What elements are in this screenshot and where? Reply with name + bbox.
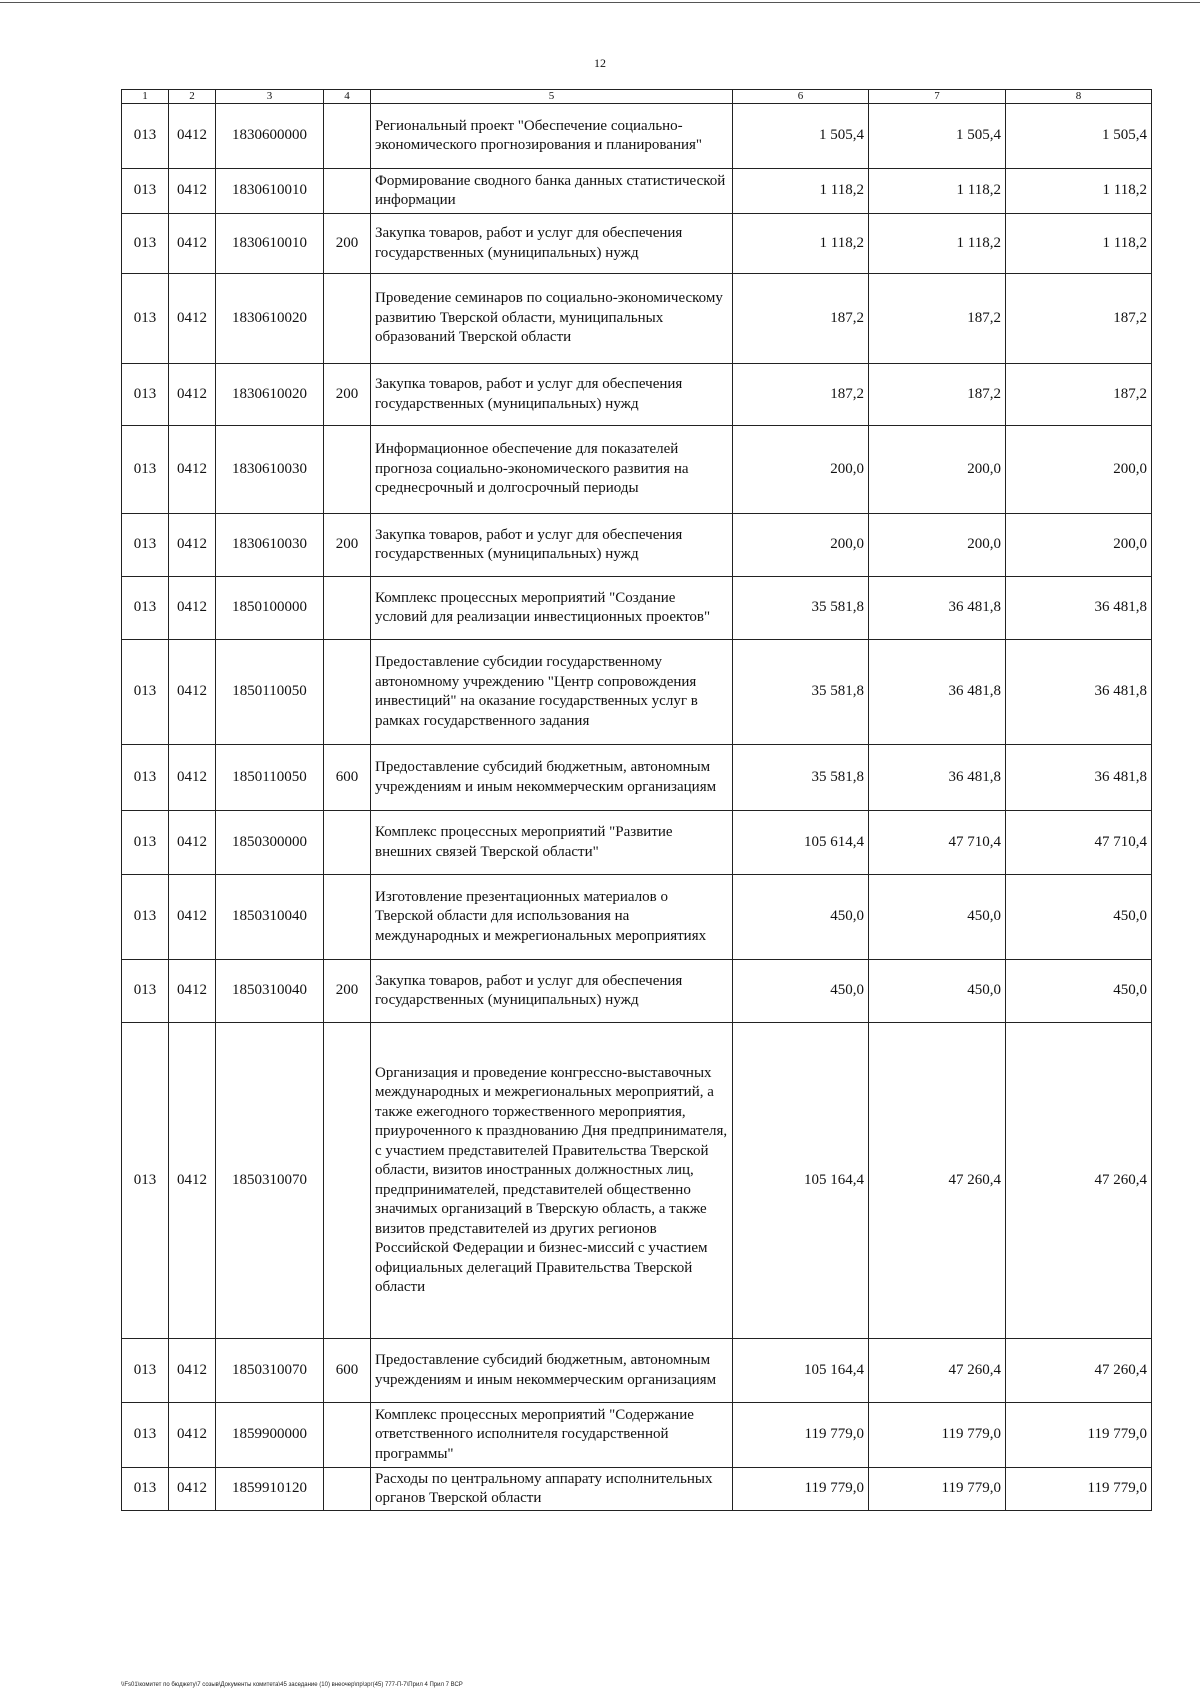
table-row [122,274,1152,364]
cell-description: Расходы по центральному аппарату исполнительных органов Тверской области [371,1468,733,1511]
cell-target-article: 1830610010 [216,169,324,214]
cell-amount-7: 47 710,4 [869,811,1006,875]
cell-section: 0412 [169,1403,216,1468]
cell-description: Комплекс процессных мероприятий "Создание условий для реализации инвестиционных проектов" [371,577,733,640]
cell-amount-6: 119 779,0 [733,1468,869,1511]
cell-amount-6: 187,2 [733,274,869,364]
cell-target-article: 1830610020 [216,274,324,364]
cell-description: Информационное обеспечение для показателей прогноза социально-экономического развития на среднесрочный и долгосрочный периоды [371,426,733,514]
cell-section: 0412 [169,364,216,426]
cell-description: Закупка товаров, работ и услуг для обеспечения государственных (муниципальных) нужд [371,364,733,426]
col-header-3: 3 [216,90,324,104]
cell-amount-8: 1 118,2 [1006,169,1152,214]
cell-amount-8: 119 779,0 [1006,1403,1152,1468]
cell-amount-8: 200,0 [1006,426,1152,514]
table-row [122,514,1152,577]
cell-section: 0412 [169,514,216,577]
cell-target-article: 1850310070 [216,1023,324,1339]
table-row [122,875,1152,960]
cell-section: 0412 [169,169,216,214]
cell-ministry: 013 [122,1403,169,1468]
cell-amount-7: 119 779,0 [869,1403,1006,1468]
cell-expense-type: 200 [324,960,371,1023]
col-header-2: 2 [169,90,216,104]
cell-amount-6: 200,0 [733,514,869,577]
cell-amount-6: 119 779,0 [733,1403,869,1468]
table-row [122,1468,1152,1511]
col-header-1: 1 [122,90,169,104]
cell-section: 0412 [169,1339,216,1403]
cell-ministry: 013 [122,104,169,169]
cell-expense-type [324,426,371,514]
cell-amount-6: 450,0 [733,960,869,1023]
cell-target-article: 1850310040 [216,875,324,960]
cell-amount-8: 187,2 [1006,274,1152,364]
cell-section: 0412 [169,640,216,745]
cell-target-article: 1850310040 [216,960,324,1023]
cell-amount-7: 450,0 [869,960,1006,1023]
cell-ministry: 013 [122,1339,169,1403]
footer-file-path: \\Fs01\комитет по бюджету\7 созыв\Документы комитета\45 заседание (10) внеочер\пр\зрг(45) 777-П-7\Прил 4 Прил 7 ВСР [121,1682,463,1688]
cell-expense-type: 600 [324,745,371,811]
table-row [122,745,1152,811]
cell-section: 0412 [169,745,216,811]
cell-section: 0412 [169,577,216,640]
cell-target-article: 1830600000 [216,104,324,169]
cell-ministry: 013 [122,1468,169,1511]
cell-amount-7: 36 481,8 [869,577,1006,640]
col-header-7: 7 [869,90,1006,104]
cell-amount-7: 36 481,8 [869,745,1006,811]
cell-description: Комплекс процессных мероприятий "Содержание ответственного исполнителя государственной программы" [371,1403,733,1468]
cell-ministry: 013 [122,214,169,274]
cell-expense-type [324,640,371,745]
table-row [122,960,1152,1023]
cell-amount-8: 1 118,2 [1006,214,1152,274]
cell-amount-8: 36 481,8 [1006,640,1152,745]
cell-description: Закупка товаров, работ и услуг для обеспечения государственных (муниципальных) нужд [371,960,733,1023]
cell-expense-type [324,1403,371,1468]
cell-ministry: 013 [122,426,169,514]
cell-target-article: 1850100000 [216,577,324,640]
header-row [122,90,1152,104]
table-row [122,104,1152,169]
cell-ministry: 013 [122,960,169,1023]
cell-amount-6: 35 581,8 [733,745,869,811]
col-header-6: 6 [733,90,869,104]
cell-expense-type [324,169,371,214]
cell-amount-6: 105 614,4 [733,811,869,875]
cell-amount-8: 47 260,4 [1006,1339,1152,1403]
cell-amount-7: 119 779,0 [869,1468,1006,1511]
cell-description: Комплекс процессных мероприятий "Развитие внешних связей Тверской области" [371,811,733,875]
cell-expense-type [324,104,371,169]
cell-ministry: 013 [122,169,169,214]
cell-ministry: 013 [122,811,169,875]
cell-expense-type: 200 [324,364,371,426]
cell-section: 0412 [169,811,216,875]
table-row [122,811,1152,875]
cell-target-article: 1859910120 [216,1468,324,1511]
cell-amount-6: 1 118,2 [733,214,869,274]
cell-amount-6: 450,0 [733,875,869,960]
page-number: 12 [594,56,606,70]
cell-amount-7: 450,0 [869,875,1006,960]
cell-amount-8: 36 481,8 [1006,577,1152,640]
table-row [122,214,1152,274]
cell-amount-8: 1 505,4 [1006,104,1152,169]
col-header-5: 5 [371,90,733,104]
cell-amount-7: 47 260,4 [869,1023,1006,1339]
cell-target-article: 1830610020 [216,364,324,426]
cell-target-article: 1850310070 [216,1339,324,1403]
cell-target-article: 1830610030 [216,426,324,514]
cell-amount-7: 1 118,2 [869,169,1006,214]
table-row [122,1023,1152,1339]
cell-ministry: 013 [122,364,169,426]
cell-amount-7: 1 505,4 [869,104,1006,169]
cell-expense-type: 600 [324,1339,371,1403]
cell-description: Формирование сводного банка данных статистической информации [371,169,733,214]
cell-description: Предоставление субсидии государственному автономному учреждению "Центр сопровождения инвестиций" на оказание государственных услуг в рамках государственного задания [371,640,733,745]
cell-amount-7: 200,0 [869,426,1006,514]
cell-amount-8: 450,0 [1006,875,1152,960]
cell-section: 0412 [169,1023,216,1339]
cell-ministry: 013 [122,1023,169,1339]
cell-ministry: 013 [122,514,169,577]
cell-amount-8: 47 260,4 [1006,1023,1152,1339]
cell-ministry: 013 [122,577,169,640]
cell-ministry: 013 [122,640,169,745]
cell-ministry: 013 [122,745,169,811]
cell-expense-type [324,811,371,875]
cell-description: Закупка товаров, работ и услуг для обеспечения государственных (муниципальных) нужд [371,514,733,577]
cell-section: 0412 [169,426,216,514]
cell-section: 0412 [169,1468,216,1511]
cell-amount-6: 105 164,4 [733,1023,869,1339]
table-row [122,1339,1152,1403]
top-edge-line [0,2,1200,3]
cell-amount-6: 1 118,2 [733,169,869,214]
cell-description: Предоставление субсидий бюджетным, автономным учреждениям и иным некоммерческим организациям [371,745,733,811]
cell-amount-8: 187,2 [1006,364,1152,426]
cell-target-article: 1850300000 [216,811,324,875]
cell-amount-7: 187,2 [869,274,1006,364]
cell-target-article: 1850110050 [216,745,324,811]
cell-description: Изготовление презентационных материалов о Тверской области для использования на международных и межрегиональных мероприятиях [371,875,733,960]
cell-amount-8: 47 710,4 [1006,811,1152,875]
cell-expense-type [324,1468,371,1511]
cell-target-article: 1850110050 [216,640,324,745]
cell-expense-type: 200 [324,214,371,274]
cell-amount-6: 187,2 [733,364,869,426]
cell-amount-7: 36 481,8 [869,640,1006,745]
cell-description: Проведение семинаров по социально-экономическому развитию Тверской области, муниципальных образований Тверской области [371,274,733,364]
cell-section: 0412 [169,274,216,364]
cell-amount-8: 119 779,0 [1006,1468,1152,1511]
cell-target-article: 1830610010 [216,214,324,274]
table-row [122,169,1152,214]
cell-target-article: 1859900000 [216,1403,324,1468]
cell-amount-6: 1 505,4 [733,104,869,169]
cell-amount-7: 187,2 [869,364,1006,426]
budget-table [121,89,1152,1511]
cell-section: 0412 [169,104,216,169]
col-header-4: 4 [324,90,371,104]
cell-ministry: 013 [122,274,169,364]
cell-target-article: 1830610030 [216,514,324,577]
cell-amount-6: 35 581,8 [733,640,869,745]
cell-expense-type [324,274,371,364]
cell-description: Предоставление субсидий бюджетным, автономным учреждениям и иным некоммерческим организациям [371,1339,733,1403]
cell-expense-type [324,577,371,640]
cell-amount-6: 105 164,4 [733,1339,869,1403]
cell-description: Региональный проект "Обеспечение социально-экономического прогнозирования и планирования" [371,104,733,169]
cell-expense-type [324,1023,371,1339]
table-row [122,364,1152,426]
table-row [122,577,1152,640]
cell-description: Организация и проведение конгрессно-выставочных международных и межрегиональных мероприятий, а также ежегодного торжественного мероприятия, приуроченного к празднованию Дня предпринимателя, с участием представителей Правительства Тверской области, визитов иностранных должностных лиц, предпринимателей, представителей общественно значимых организаций в Тверскую область, а также визитов представителей из других регионов Российской Федерации и бизнес-миссий с участием официальных делегаций Правительства Тверской области [371,1023,733,1339]
cell-expense-type [324,875,371,960]
cell-amount-6: 35 581,8 [733,577,869,640]
cell-amount-8: 200,0 [1006,514,1152,577]
cell-section: 0412 [169,875,216,960]
cell-expense-type: 200 [324,514,371,577]
cell-amount-7: 200,0 [869,514,1006,577]
cell-section: 0412 [169,214,216,274]
cell-description: Закупка товаров, работ и услуг для обеспечения государственных (муниципальных) нужд [371,214,733,274]
table-row [122,426,1152,514]
cell-amount-8: 450,0 [1006,960,1152,1023]
cell-section: 0412 [169,960,216,1023]
cell-amount-7: 1 118,2 [869,214,1006,274]
col-header-8: 8 [1006,90,1152,104]
cell-amount-8: 36 481,8 [1006,745,1152,811]
table-row [122,1403,1152,1468]
cell-amount-6: 200,0 [733,426,869,514]
table-row [122,640,1152,745]
cell-amount-7: 47 260,4 [869,1339,1006,1403]
cell-ministry: 013 [122,875,169,960]
